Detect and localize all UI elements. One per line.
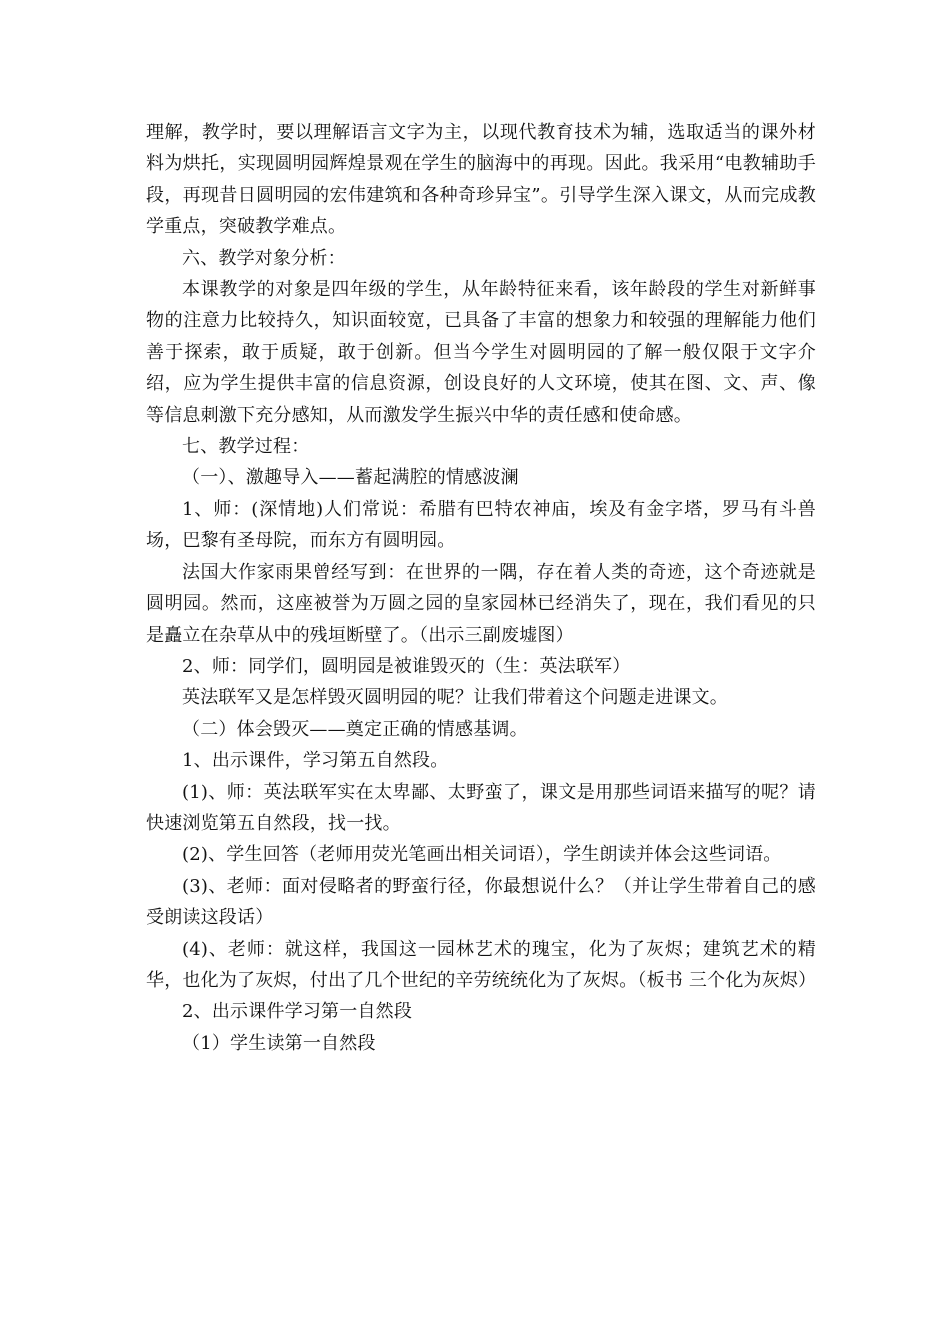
heading-section-6: 六、教学对象分析： [182, 247, 346, 269]
heading-section-7: 七、教学过程： [182, 436, 310, 458]
paragraph-question: 英法联军又是怎样毁灭圆明园的呢？让我们带着这个问题走进课文。 [182, 687, 728, 709]
paragraph-student-analysis: 本课教学的对象是四年级的学生，从年龄特征来看，该年龄段的学生对新鲜事物的注意力比较持久，知识面较宽，已具备了丰富的想象力和较强的理解能力他们善于探索，敢于质疑，敢于创新。但当今学生对圆明园的了解一般仅限于文字介绍，应为学生提供丰富的信息资源，创设良好的人文环境，使其在图、文、声、像等信息刺激下充分感知，从而激发学生振兴中华的责任感和使命感。 [146, 279, 816, 426]
paragraph-intro: 理解，教学时，要以理解语言文字为主，以现代教育技术为辅，选取适当的课外材料为烘托，实现圆明园辉煌景观在学生的脑海中的再现。因此。我采用“电教辅助手段，再现昔日圆明园的宏伟建筑和各种奇珍异宝”。引导学生深入课文，从而完成教学重点，突破教学难点。 [146, 122, 816, 238]
paragraph-sub-3: (3)、老师：面对侵略者的野蛮行径，你最想说什么？（并让学生带着自己的感受朗读这段话） [146, 875, 816, 929]
document-body [146, 117, 816, 1059]
paragraph-step-1: 1、师：(深情地)人们常说：希腊有巴特农神庙，埃及有金字塔，罗马有斗兽场，巴黎有圣母院，而东方有圆明园。 [146, 498, 816, 552]
paragraph-read-first: （1）学生读第一自然段 [182, 1032, 376, 1054]
paragraph-hugo-quote: 法国大作家雨果曾经写到：在世界的一隅，存在着人类的奇迹，这个奇迹就是圆明园。然而，这座被誉为万圆之园的皇家园林已经消失了，现在，我们看见的只是矗立在杂草从中的残垣断壁了。（出示三副废墟图） [146, 561, 816, 646]
subheading-part-1: （一）、激趣导入——蓄起满腔的情感波澜 [182, 467, 519, 489]
paragraph-step-2: 2、师：同学们，圆明园是被谁毁灭的（生：英法联军） [182, 655, 631, 677]
paragraph-courseware-5: 1、出示课件，学习第五自然段。 [182, 750, 449, 772]
paragraph-sub-2: (2)、学生回答（老师用荧光笔画出相关词语），学生朗读并体会这些词语。 [182, 844, 782, 866]
paragraph-courseware-1: 2、出示课件学习第一自然段 [182, 1001, 413, 1023]
paragraph-sub-4: (4)、老师：就这样，我国这一园林艺术的瑰宝，化为了灰烬；建筑艺术的精华，也化为了灰烬，付出了几个世纪的辛劳统统化为了灰烬。（板书 三个化为灰烬） [146, 938, 817, 991]
paragraph-sub-1: (1)、师：英法联军实在太卑鄙、太野蛮了，课文是用那些词语来描写的呢？请快速浏览第五自然段，找一找。 [146, 781, 816, 834]
subheading-part-2: （二）体会毁灭——奠定正确的情感基调。 [182, 718, 528, 740]
